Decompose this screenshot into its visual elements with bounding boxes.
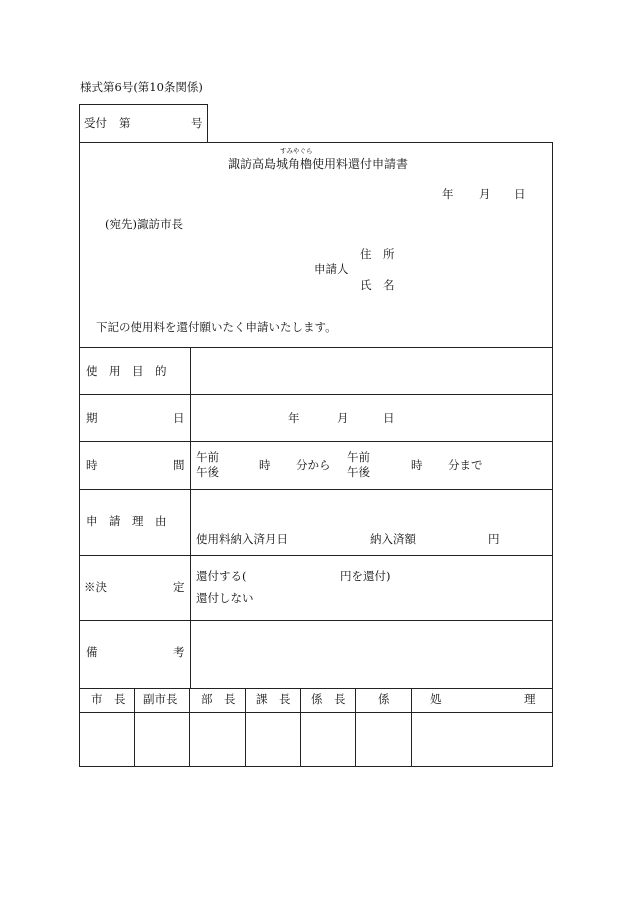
end-until: 分まで [448,458,483,472]
refund-amount: 円を還付) [340,569,391,583]
no-refund-option: 還付しない [196,591,254,605]
reception-go: 号 [191,116,203,130]
start-pm: 午後 [196,465,219,479]
stamp-cell-mayor[interactable] [80,713,134,766]
remarks-field[interactable] [192,622,550,686]
date-label-right: 日 [173,411,185,425]
remarks-label-left: 備 [86,645,98,659]
stamp-cell-process[interactable] [412,713,552,766]
stamp-cell-subsection-chief[interactable] [301,713,355,766]
stamp-cell-vice-mayor[interactable] [135,713,189,766]
usage-year: 年 [288,411,300,425]
decision-label-left: ※決 [84,580,107,594]
form-title: 諏訪高島城角櫓使用料還付申請書 [228,157,409,171]
start-hour: 時 [259,458,271,472]
date-day: 日 [514,187,526,201]
decision-field[interactable] [192,557,550,619]
applicant-label: 申請人 [314,262,349,276]
date-month: 月 [479,187,491,201]
stamp-cell-section-chief[interactable] [246,713,300,766]
end-pm: 午後 [347,465,370,479]
end-am: 午前 [347,450,370,464]
approval-header-subsection-chief: 係 長 [311,692,346,706]
time-label-left: 時 [86,458,98,472]
reception-dai: 第 [119,116,131,130]
approval-header-section-chief: 課 長 [256,692,291,706]
approval-header-vice-mayor: 副市長 [143,692,178,706]
usage-day: 日 [383,411,395,425]
usage-date-field[interactable] [192,396,550,440]
stamp-cell-staff[interactable] [356,713,411,766]
usage-month: 月 [337,411,349,425]
reason-field[interactable] [192,491,550,553]
usage-time-field[interactable] [192,443,550,487]
yen-label: 円 [488,532,500,546]
approval-header-mayor: 市 長 [91,692,126,706]
form-number: 様式第6号(第10条関係) [80,80,203,94]
date-year: 年 [442,187,454,201]
addressee: (宛先)諏訪市長 [105,217,183,231]
applicant-address: 住 所 [360,247,395,261]
purpose-label: 使 用 目 的 [86,364,167,378]
stamp-cell-director[interactable] [190,713,245,766]
applicant-name: 氏 名 [360,278,395,292]
reason-label: 申 請 理 由 [86,514,167,528]
paid-date-label: 使用料納入済月日 [196,532,288,546]
title-ruby: すみやぐら [280,147,313,155]
end-hour: 時 [411,458,423,472]
purpose-field[interactable] [192,349,550,393]
refund-option: 還付する( [196,569,247,583]
paid-amount-label: 納入済額 [370,532,416,546]
date-label-left: 期 [86,411,98,425]
time-label-right: 間 [173,458,185,472]
start-am: 午前 [196,450,219,464]
remarks-label-right: 考 [173,645,185,659]
approval-header-process-left: 処 [430,692,442,706]
request-text: 下記の使用料を還付願いたく申請いたします。 [96,320,337,334]
start-from: 分から [296,458,331,472]
approval-header-process-right: 理 [524,692,536,706]
reception-label: 受付 [84,116,107,130]
approval-header-director: 部 長 [201,692,236,706]
approval-header-staff: 係 [378,692,390,706]
decision-label-right: 定 [173,580,185,594]
